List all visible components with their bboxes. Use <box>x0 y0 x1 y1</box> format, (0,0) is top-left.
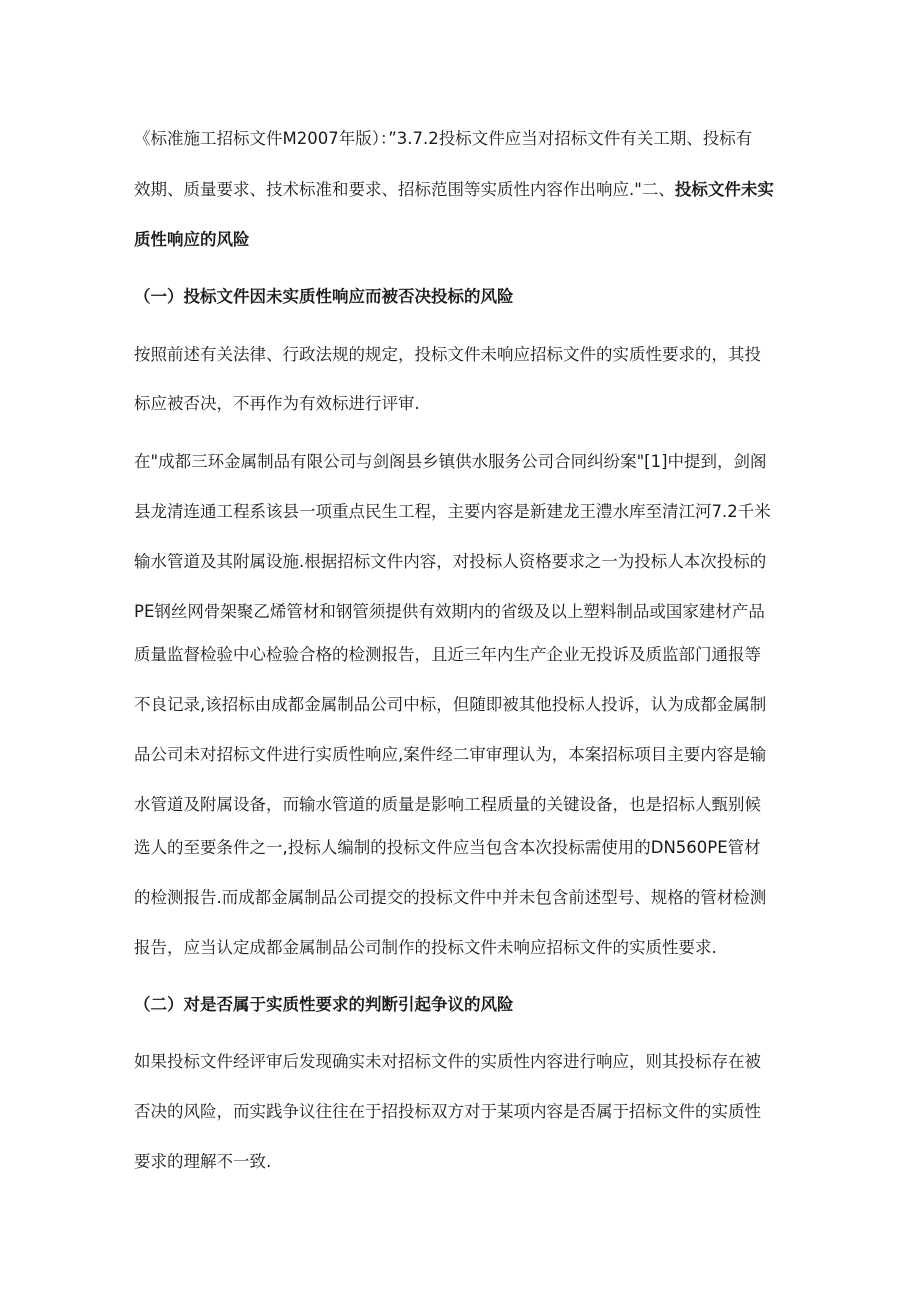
paragraph-2-line-1: 按照前述有关法律、行政法规的规定，投标文件未响应招标文件的实质性要求的，其投 <box>134 345 761 364</box>
paragraph-4-line-1: 如果投标文件经评审后发现确实未对招标文件的实质性内容进行响应，则其投标存在被 <box>134 1052 761 1071</box>
paragraph-1-line-2-text: 效期、质量要求、技术标准和要求、招标范围等实质性内容作出响应."二、 <box>134 180 675 199</box>
section-2-title-start: 投标文件未实 <box>674 180 774 199</box>
paragraph-4-line-2: 否决的风险，而实践争议往往在于招投标双方对于某项内容是否属于招标文件的实质性 <box>134 1102 761 1121</box>
paragraph-3-line-4: PE钢丝网骨架聚乙烯管材和钢管须提供有效期内的省级及以上塑料制品或国家建材产品 <box>134 602 765 621</box>
paragraph-3-line-11: 报告，应当认定成都金属制品公司制作的投标文件未响应招标文件的实质性要求. <box>134 938 717 957</box>
paragraph-3-line-9: 选人的至要条件之一,投标人编制的投标文件应当包含本次投标需使用的DN560PE管材 <box>134 838 761 857</box>
paragraph-1-line-1: 《标准施工招标文件M2007年版）：”3.7.2投标文件应当对招标文件有关工期、投标有 <box>134 129 753 148</box>
paragraph-2-line-2: 标应被否决，不再作为有效标进行评审. <box>134 394 420 413</box>
paragraph-3-line-1: 在"成都三环金属制品有限公司与剑阁县乡镇供水服务公司合同纠纷案"[1]中提到，剑阁 <box>134 452 767 471</box>
paragraph-3-line-7: 品公司未对招标文件进行实质性响应,案件经二审审理认为，本案招标项目主要内容是输 <box>134 745 767 764</box>
paragraph-3-line-8: 水管道及附属设备，而输水管道的质量是影响工程质量的关键设备，也是招标人甄别候 <box>134 795 761 814</box>
paragraph-3-line-2: 县龙清连通工程系该县一项重点民生工程，主要内容是新建龙王澧水库至清江河7.2千米 <box>134 502 771 521</box>
paragraph-3-line-6: 不良记录,该招标由成都金属制品公司中标，但随即被其他投标人投诉，认为成都金属制 <box>134 695 767 714</box>
paragraph-3-line-3: 输水管道及其附属设施.根据招标文件内容，对投标人资格要求之一为投标人本次投标的 <box>134 552 767 571</box>
paragraph-3-line-10: 的检测报告.而成都金属制品公司提交的投标文件中并未包含前述型号、规格的管材检测 <box>134 888 767 907</box>
paragraph-3-line-5: 质量监督检验中心检验合格的检测报告，且近三年内生产企业无投诉及质监部门通报等 <box>134 645 761 664</box>
heading-2: （二）对是否属于实质性要求的判断引起争议的风险 <box>134 995 514 1014</box>
paragraph-1-line-2 <box>134 179 794 201</box>
section-2-title-end: 质性响应的风险 <box>134 230 250 249</box>
heading-1: （一）投标文件因未实质性响应而被否决投标的风险 <box>134 287 514 306</box>
paragraph-4-line-3: 要求的理解不一致. <box>134 1152 272 1171</box>
